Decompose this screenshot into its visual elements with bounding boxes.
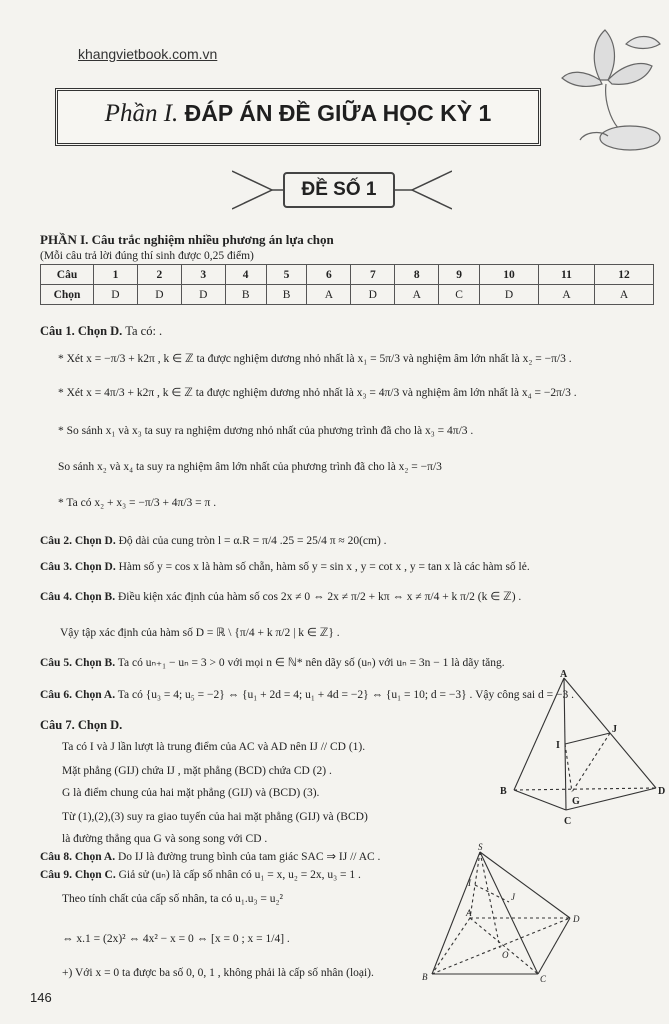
point-j-label: J [612, 724, 617, 735]
vertex-a-label: A [466, 908, 472, 918]
point-j-label: J [511, 892, 515, 902]
solution-5-text: Ta có uₙ₊₁ − uₙ = 3 > 0 với mọi n ∈ ℕ* nên dãy số (uₙ) với uₙ = 3n − 1 là dãy tăng. [117, 657, 505, 669]
answer-cell: D [351, 285, 395, 305]
solution-8-line [40, 850, 380, 865]
answer-cell: D [181, 285, 225, 305]
solution-2-line [40, 534, 387, 549]
solution-1-sum: * Ta có x₂ + x₃ = −π/3 + 4π/3 = π . [58, 497, 217, 509]
question-cell: 9 [439, 265, 480, 285]
solution-1-case1: * Xét x = −π/3 + k2π , k ∈ ℤ ta được nghiệm dương nhỏ nhất là x₁ = 5π/3 và nghiệm âm lớn nhất là x₂ = −π/3 . [58, 353, 572, 365]
point-i-label: I [468, 878, 471, 888]
page-number: 146 [30, 990, 52, 1005]
edge-sc [480, 852, 538, 974]
solution-4-domain: Vậy tập xác định của hàm số D = ℝ \ {π/4 + k π/2 | k ∈ ℤ} . [60, 627, 340, 639]
part-title: ĐÁP ÁN ĐỀ GIỮA HỌC KỲ 1 [184, 100, 492, 126]
exam-title: ĐỀ SỐ 1 [283, 172, 395, 208]
solution-1-text: Ta có: . [125, 324, 163, 338]
solution-6-heading: Câu 6. Chọn A. [40, 689, 116, 701]
pyramid-figure [418, 840, 588, 984]
section-note: (Mỗi câu trả lời đúng thí sinh được 0,25 điểm) [40, 250, 254, 262]
vertex-s-label: S [478, 842, 483, 852]
question-cell: 12 [594, 265, 653, 285]
solution-5-line [40, 656, 505, 671]
solution-1-compare2: So sánh x₂ và x₄ ta suy ra nghiệm âm lớn nhất của phương trình đã cho là x₂ = −π/3 [58, 461, 442, 473]
table-header-cell: Câu [41, 265, 94, 285]
edge-bd [514, 788, 656, 790]
solution-7-step3: G là điểm chung của hai mặt phẳng (GIJ) và (BCD) (3). [62, 787, 320, 799]
vertex-a-label: A [560, 669, 568, 680]
solution-7-step4: Từ (1),(2),(3) suy ra giao tuyến của hai mặt phẳng (GIJ) và (BCD) [62, 811, 368, 823]
solution-2-heading: Câu 2. Chọn D. [40, 535, 116, 547]
solution-9-text: Giả sử (uₙ) là cấp số nhân có u₁ = x, u₂ = 2x, u₃ = 1 . [118, 869, 361, 881]
answer-cell: D [480, 285, 539, 305]
solution-7-heading [40, 718, 122, 733]
part-label: Phần I. [104, 100, 179, 127]
solution-1-heading: Câu 1. Chọn D. [40, 324, 123, 338]
solution-7-step1: Ta có I và J lần lượt là trung điểm của AC và AD nên IJ // CD (1). [62, 741, 366, 753]
answer-cell: C [439, 285, 480, 305]
point-o-label: O [502, 950, 509, 960]
answer-cell: A [539, 285, 595, 305]
solution-3-text: Hàm số y = cos x là hàm số chẵn, hàm số y = sin x , y = cot x , y = tan x là các hàm số lẻ. [118, 561, 530, 573]
question-cell: 7 [351, 265, 395, 285]
solution-9-equation: ⇔ x.1 = (2x)² ⇔ 4x² − x = 0 ⇔ [x = 0 ; x = 1/4] . [62, 933, 290, 945]
page-title [55, 100, 541, 128]
question-cell: 10 [480, 265, 539, 285]
solution-1-compare1: * So sánh x₁ và x₃ ta suy ra nghiệm dương nhỏ nhất của phương trình đã cho là x₃ = 4π/3 . [58, 425, 474, 437]
solution-4-line [40, 590, 521, 605]
question-cell: 4 [225, 265, 266, 285]
answer-cell: B [225, 285, 266, 305]
vertex-c-label: C [564, 816, 572, 827]
segment-ij [475, 885, 509, 902]
solution-9-heading: Câu 9. Chọn C. [40, 869, 116, 881]
diagonal-ac [470, 918, 538, 974]
diagonal-bd [432, 918, 570, 974]
table-row [41, 265, 654, 285]
section-title: PHẦN I. Câu trắc nghiệm nhiều phương án lựa chọn [40, 232, 334, 247]
answer-cell: B [266, 285, 307, 305]
segment-jg [572, 733, 610, 792]
solution-4-heading: Câu 4. Chọn B. [40, 591, 116, 603]
solution-9-property: Theo tính chất của cấp số nhân, ta có u₁.u₃ = u₂² [62, 893, 283, 905]
solution-9-case: +) Với x = 0 ta được ba số 0, 0, 1 , không phải là cấp số nhân (loại). [62, 967, 374, 979]
edge-cd [538, 918, 570, 974]
solution-1-line [40, 324, 162, 339]
question-cell: 8 [395, 265, 439, 285]
question-cell: 1 [94, 265, 138, 285]
edge-ab [514, 678, 564, 790]
solution-7-heading-text: Câu 7. Chọn D. [40, 718, 123, 732]
vertex-d-label: D [573, 914, 580, 924]
vertex-b-label: B [500, 786, 507, 797]
edge-sd [480, 852, 570, 918]
table-row [41, 285, 654, 305]
tetrahedron-figure [492, 668, 669, 828]
answer-cell: A [594, 285, 653, 305]
vertex-d-label: D [658, 786, 666, 797]
vertex-c-label: C [540, 974, 547, 984]
solution-4-text: Điều kiện xác định của hàm số cos 2x ≠ 0 ⇔ 2x ≠ π/2 + kπ ⇔ x ≠ π/4 + k π/2 (k ∈ ℤ) . [117, 591, 522, 603]
question-cell: 6 [307, 265, 351, 285]
solution-6-text: Ta có {u₃ = 4; u₅ = −2} ⇔ {u₁ + 2d = 4; u₁ + 4d = −2} ⇔ {u₁ = 10; d = −3} . Vậy công sai d = −3 . [117, 689, 574, 701]
answer-table [40, 264, 654, 305]
answer-cell: D [94, 285, 138, 305]
lotus-decoration-icon [560, 20, 669, 170]
question-cell: 11 [539, 265, 595, 285]
solution-3-line [40, 560, 530, 575]
table-header-cell: Chọn [41, 285, 94, 305]
height-so [480, 852, 500, 948]
question-cell: 3 [181, 265, 225, 285]
answer-cell: A [307, 285, 351, 305]
solution-1-case2: * Xét x = 4π/3 + k2π , k ∈ ℤ ta được nghiệm dương nhỏ nhất là x₃ = 4π/3 và nghiệm âm lớn nhất là x₄ = −2π/3 . [58, 387, 577, 399]
question-cell: 2 [137, 265, 181, 285]
solution-9-line [40, 868, 361, 883]
segment-ij [565, 733, 610, 744]
answer-cell: D [137, 285, 181, 305]
solution-7-step2: Mặt phẳng (GIJ) chứa IJ , mặt phẳng (BCD) chứa CD (2) . [62, 765, 332, 777]
solution-8-heading: Câu 8. Chọn A. [40, 851, 116, 863]
answer-cell: A [395, 285, 439, 305]
solution-3-heading: Câu 3. Chọn D. [40, 561, 116, 573]
solution-2-text: Độ dài của cung tròn l = α.R = π/4 .25 = 25/4 π ≈ 20(cm) . [118, 535, 387, 547]
question-cell: 5 [266, 265, 307, 285]
solution-5-heading: Câu 5. Chọn B. [40, 657, 116, 669]
solution-8-text: Do IJ là đường trung bình của tam giác SAC ⇒ IJ // AC . [117, 851, 381, 863]
edge-sb [432, 852, 480, 974]
solution-7-step5: là đường thẳng qua G và song song với CD . [62, 833, 268, 845]
site-url: khangvietbook.com.vn [78, 46, 218, 62]
point-i-label: I [556, 740, 560, 751]
edge-bc [514, 790, 566, 810]
point-g-label: G [572, 796, 580, 807]
vertex-b-label: B [422, 972, 428, 982]
